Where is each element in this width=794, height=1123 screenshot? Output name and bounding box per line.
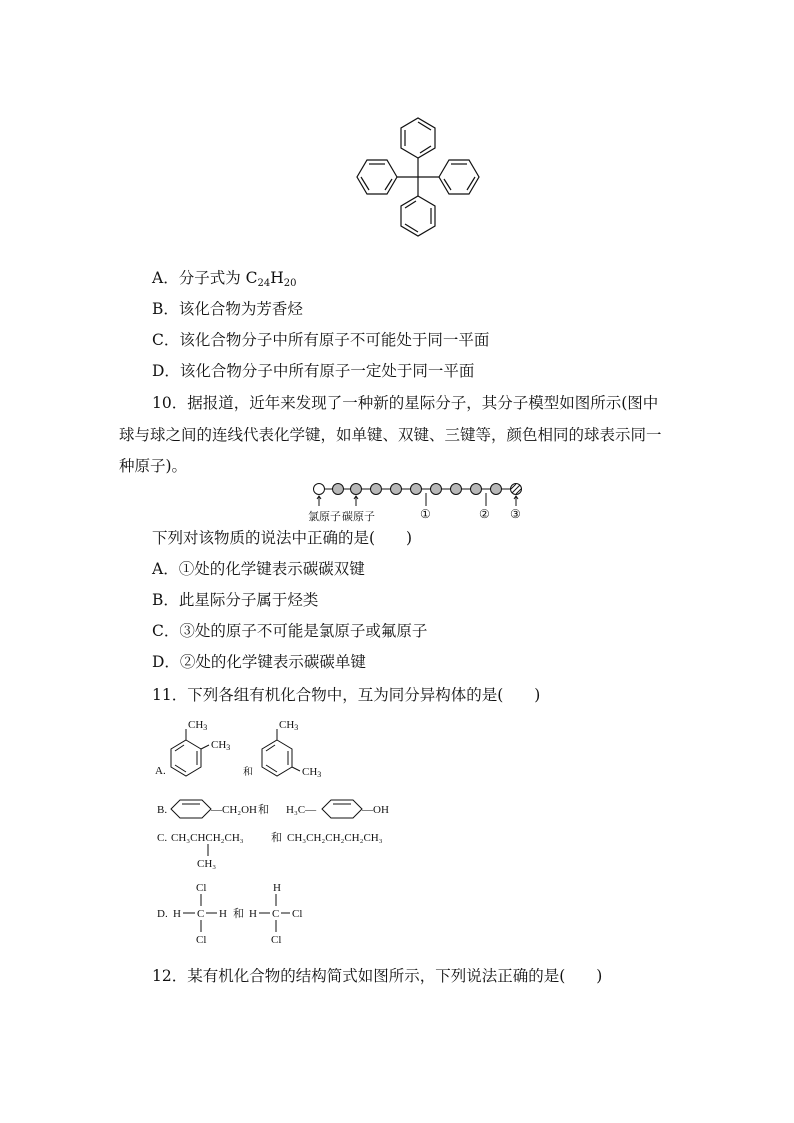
mark-3: ③: [510, 507, 521, 521]
svg-text:和: 和: [243, 767, 253, 778]
chlorine-atom-label: 氯原子: [308, 511, 341, 523]
svg-text:H₃C—: H₃C—: [286, 804, 317, 816]
svg-text:C: C: [197, 908, 205, 920]
q9-option-a: A．分子式为 $C_{24}H_{20}$: [152, 269, 297, 289]
svg-text:C: C: [272, 908, 280, 920]
q11-option-c-figure: [155, 827, 435, 872]
svg-text:H: H: [249, 908, 257, 920]
svg-text:和: 和: [271, 832, 282, 844]
svg-text:H: H: [273, 882, 281, 894]
q10-option-b: B．此星际分子属于烃类: [152, 591, 319, 609]
svg-text:Cl: Cl: [196, 882, 207, 894]
q10-question: 下列对该物质的说法中正确的是( ): [152, 529, 413, 547]
carbon-atom-label: 碳原子: [342, 511, 375, 523]
svg-text:CH3: CH3: [302, 766, 322, 779]
q10-stem-line-3: 种原子)。: [119, 457, 188, 475]
q11-stem: 11．下列各组有机化合物中，互为同分异构体的是( ): [152, 686, 541, 704]
svg-text:Cl: Cl: [271, 934, 282, 946]
mark-1: ①: [420, 507, 431, 521]
mark-2: ②: [479, 507, 490, 521]
svg-text:—CH₂OH: —CH₂OH: [211, 804, 258, 816]
q11-a-label: A.: [155, 765, 166, 777]
svg-text:D.: D.: [157, 908, 168, 920]
svg-text:CH3: CH3: [188, 719, 208, 732]
q12-stem: 12．某有机化合物的结构简式如图所示，下列说法正确的是( ): [152, 967, 603, 985]
svg-text:Cl: Cl: [196, 934, 207, 946]
q9-option-d: D．该化合物分子中所有原子一定处于同一平面: [152, 362, 475, 380]
molecule-model-figure: [308, 478, 533, 526]
svg-text:Cl: Cl: [292, 908, 303, 920]
q10-stem-line-2: 球与球之间的连线代表化学键，如单键、双键、三键等，颜色相同的球表示同一: [119, 426, 662, 444]
svg-text:C.: C.: [157, 832, 168, 844]
svg-text:—OH: —OH: [362, 804, 389, 816]
svg-text:和: 和: [233, 908, 244, 920]
q11-option-a-figure: [155, 715, 355, 790]
svg-text:CH3: CH3: [279, 719, 299, 732]
svg-text:CH₃CHCH₂CH₃: CH₃CHCH₂CH₃: [171, 832, 244, 844]
q10-option-c: C．③处的原子不可能是氯原子或氟原子: [152, 622, 428, 640]
svg-text:CH₃CH₂CH₂CH₂CH₃: CH₃CH₂CH₂CH₂CH₃: [287, 832, 383, 844]
q9-option-c: C．该化合物分子中所有原子不可能处于同一平面: [152, 331, 490, 349]
svg-text:CH3: CH3: [211, 739, 231, 752]
svg-text:H: H: [219, 908, 227, 920]
q10-stem-line-1: 10．据报道，近年来发现了一种新的星际分子，其分子模型如图所示(图中: [152, 394, 659, 412]
q10-option-d: D．②处的化学键表示碳碳单键: [152, 653, 366, 671]
svg-text:H: H: [173, 908, 181, 920]
svg-text:和: 和: [258, 804, 269, 816]
tetraphenylmethane-figure: [340, 100, 500, 250]
q9-option-b: B．该化合物为芳香烃: [152, 300, 303, 318]
q11-option-d-figure: [155, 877, 325, 949]
q11-option-b-figure: [155, 794, 415, 824]
svg-text:B.: B.: [157, 804, 168, 816]
svg-text:CH₃: CH₃: [197, 858, 217, 870]
q10-option-a: A．①处的化学键表示碳碳双键: [152, 560, 365, 578]
